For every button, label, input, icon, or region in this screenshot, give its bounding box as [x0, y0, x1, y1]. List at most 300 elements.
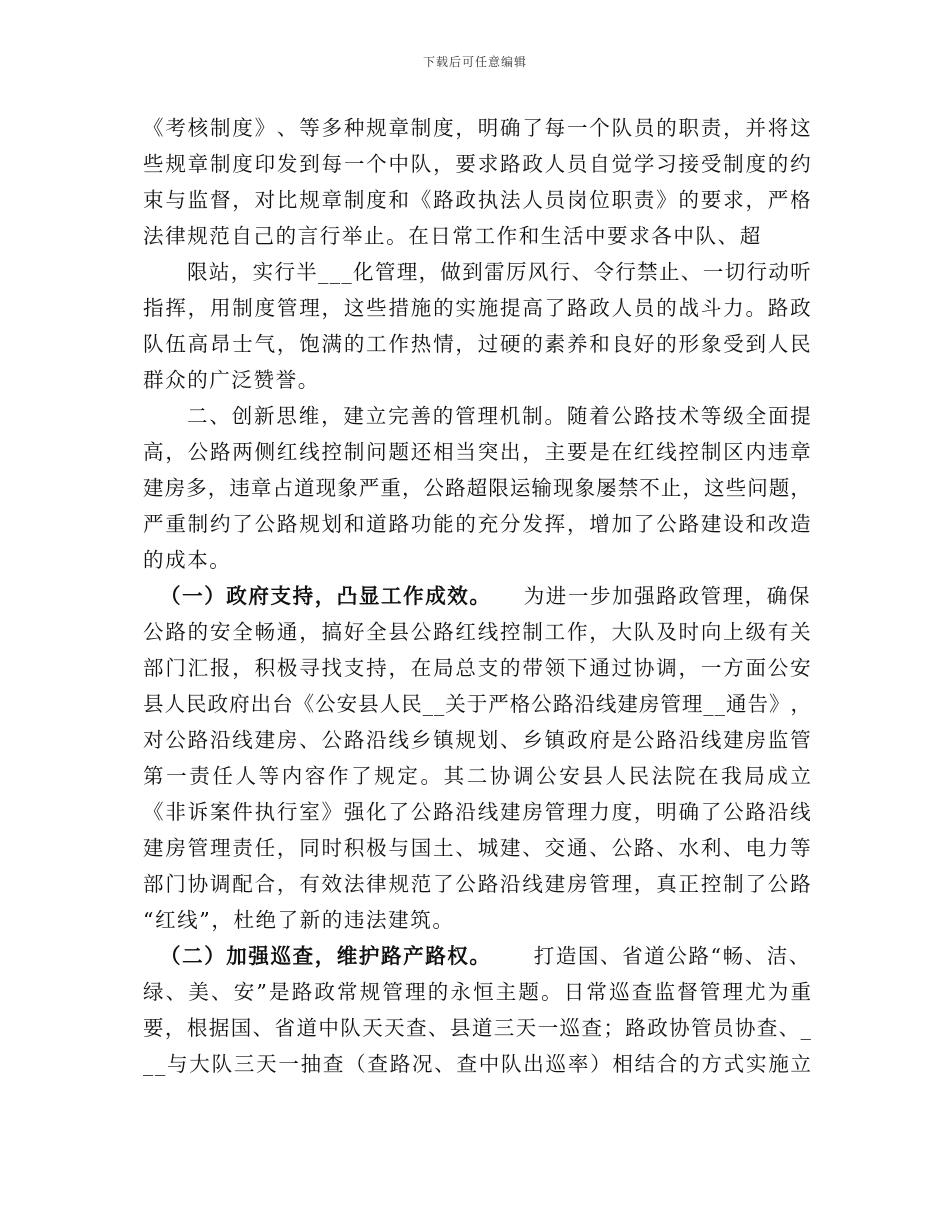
glyph: 分 [500, 512, 521, 536]
glyph: 城 [477, 836, 499, 860]
glyph: 将 [767, 116, 789, 140]
glyph: 建 [544, 872, 566, 896]
glyph: 实 [252, 260, 274, 284]
glyph: 线 [477, 620, 499, 644]
glyph: 政 [207, 692, 229, 716]
glyph: 规 [388, 872, 409, 896]
glyph: _ [800, 1016, 811, 1040]
glyph: 建 [254, 728, 276, 752]
glyph: 红 [455, 620, 476, 644]
glyph: 立 [365, 404, 387, 428]
glyph: 巡 [609, 980, 630, 1004]
glyph: 路 [745, 800, 766, 824]
glyph: 全 [745, 404, 767, 428]
glyph: 队 [410, 152, 432, 176]
glyph: 。 [541, 980, 562, 1004]
glyph: 执 [254, 800, 276, 824]
glyph: 安 [790, 656, 811, 680]
glyph: 永 [450, 980, 471, 1004]
glyph: 行 [274, 260, 295, 284]
glyph: 、 [522, 836, 543, 860]
glyph: 印 [254, 152, 276, 176]
glyph: 力 [723, 296, 744, 320]
glyph: 严 [143, 512, 164, 536]
glyph: 我 [721, 764, 742, 788]
glyph: 。 [420, 764, 441, 788]
glyph: 了 [351, 764, 372, 788]
glyph: 县 [388, 620, 409, 644]
glyph: 屡 [596, 476, 617, 500]
glyph: 公 [423, 476, 445, 500]
glyph: 控 [500, 620, 521, 644]
glyph: ； [603, 1016, 624, 1040]
glyph: 管 [691, 1016, 712, 1040]
glyph: 的 [455, 512, 476, 536]
glyph: 高 [187, 332, 209, 356]
glyph: 县 [449, 1016, 471, 1040]
glyph: 出 [523, 1052, 544, 1076]
glyph: 能 [433, 512, 454, 536]
glyph: 制 [209, 116, 231, 140]
glyph: 度 [611, 800, 633, 824]
glyph: 人 [544, 152, 566, 176]
glyph: 房 [164, 476, 186, 500]
glyph: ， [165, 440, 186, 464]
glyph: 、 [434, 1052, 455, 1076]
glyph: 责 [633, 188, 655, 212]
glyph: 日 [563, 980, 585, 1004]
glyph: 违 [229, 476, 250, 500]
glyph: 道 [294, 476, 315, 500]
glyph: 善 [410, 404, 431, 428]
glyph: 要 [143, 1016, 164, 1040]
glyph: 象 [574, 476, 596, 500]
glyph: 着 [589, 404, 610, 428]
glyph: 动 [768, 260, 789, 284]
glyph: 力 [589, 800, 610, 824]
glyph: 公 [455, 872, 476, 896]
glyph: 些 [143, 152, 164, 176]
glyph: 道 [471, 1016, 493, 1040]
glyph: 大 [189, 1052, 210, 1076]
glyph: 还 [410, 440, 432, 464]
glyph: 督 [677, 980, 698, 1004]
glyph: 协 [489, 764, 511, 788]
glyph: 极 [366, 836, 387, 860]
glyph: 理 [681, 692, 703, 716]
glyph: 要 [455, 152, 476, 176]
glyph: 工 [366, 332, 387, 356]
glyph: 法 [343, 872, 365, 896]
glyph: 听 [790, 260, 811, 284]
glyph: 制 [232, 296, 253, 320]
glyph: 公 [321, 728, 342, 752]
glyph: 个 [589, 116, 610, 140]
glyph: 一 [702, 260, 724, 284]
glyph: 管 [544, 800, 566, 824]
glyph: 到 [745, 332, 766, 356]
glyph: 的 [656, 332, 677, 356]
glyph: 过 [611, 656, 633, 680]
glyph: 式 [723, 1052, 745, 1076]
glyph: 时 [678, 620, 699, 644]
glyph: 利 [700, 836, 722, 860]
glyph: 等 [790, 836, 811, 860]
glyph: 镇 [433, 728, 454, 752]
body-line [143, 186, 811, 214]
glyph: _ [329, 260, 341, 284]
glyph: 士 [232, 332, 253, 356]
glyph: 理 [566, 800, 588, 824]
glyph: 队 [340, 1016, 361, 1040]
glyph: 提 [790, 404, 811, 428]
glyph: 道 [296, 1016, 317, 1040]
glyph: 位 [589, 188, 610, 212]
glyph: ， [230, 260, 252, 284]
glyph: 两 [232, 440, 253, 464]
glyph: 的 [767, 152, 789, 176]
glyph: 路 [477, 872, 499, 896]
glyph: 岗 [566, 188, 588, 212]
glyph: 设 [723, 512, 744, 536]
glyph: 路 [633, 836, 655, 860]
glyph: 实 [745, 1052, 767, 1076]
glyph: _ [143, 1052, 154, 1076]
glyph: 出 [500, 440, 521, 464]
glyph: 公 [611, 404, 633, 428]
glyph: 求 [723, 188, 744, 212]
glyph: 热 [410, 332, 432, 356]
glyph: 关 [445, 692, 466, 716]
glyph: 《 [293, 692, 315, 716]
glyph: 技 [656, 404, 677, 428]
glyph: 线 [477, 800, 499, 824]
glyph: 房 [638, 692, 660, 716]
glyph: 立 [790, 1052, 811, 1076]
glyph: ） [590, 1052, 611, 1076]
glyph: 的 [433, 296, 454, 320]
glyph: 雷 [484, 260, 505, 284]
glyph: 规 [299, 188, 320, 212]
glyph: 镇 [544, 728, 566, 752]
glyph: 对 [254, 188, 276, 212]
glyph: 公 [410, 800, 432, 824]
glyph: 作 [566, 620, 588, 644]
glyph: 确 [500, 116, 521, 140]
glyph: 定 [397, 764, 418, 788]
glyph: 作 [328, 764, 349, 788]
glyph: 、 [427, 1016, 449, 1040]
glyph: 调 [209, 872, 231, 896]
glyph: 路 [790, 872, 811, 896]
glyph: 随 [566, 404, 588, 428]
glyph: 局 [744, 764, 765, 788]
glyph: 沿 [574, 692, 595, 716]
paragraph-first-line [160, 582, 811, 610]
glyph: 制 [723, 152, 744, 176]
glyph: 人 [522, 188, 543, 212]
glyph: 建 [500, 800, 521, 824]
glyph: 情 [433, 332, 454, 356]
body-line [143, 762, 811, 790]
glyph: 率 [567, 1052, 589, 1076]
glyph: 协 [669, 1016, 690, 1040]
glyph: 行 [276, 800, 298, 824]
glyph: 路 [343, 728, 365, 752]
glyph: 规 [374, 764, 395, 788]
glyph: 制 [723, 872, 744, 896]
glyph: 输 [531, 476, 552, 500]
glyph: 绿 [143, 980, 164, 1004]
glyph: ， [418, 260, 440, 284]
glyph: 维 [298, 404, 320, 428]
glyph: 范 [410, 872, 432, 896]
glyph: 协 [187, 872, 209, 896]
glyph: 的 [427, 980, 449, 1004]
glyph: 理 [722, 980, 743, 1004]
glyph: 高 [143, 440, 164, 464]
glyph: 束 [143, 188, 164, 212]
glyph: 行 [549, 260, 571, 284]
glyph: 一 [343, 152, 365, 176]
glyph: 度 [232, 152, 253, 176]
glyph: 和 [343, 512, 365, 536]
glyph: 路 [209, 440, 231, 464]
glyph: 县 [143, 692, 164, 716]
glyph: 发 [522, 512, 543, 536]
glyph: 路 [389, 1052, 411, 1076]
glyph: 畅 [254, 620, 276, 644]
glyph: 督 [209, 188, 231, 212]
glyph: 化 [366, 800, 387, 824]
glyph: 建 [700, 512, 722, 536]
glyph: 规 [366, 116, 387, 140]
glyph: 占 [272, 476, 293, 500]
glyph: 建 [723, 728, 744, 752]
glyph: 的 [678, 188, 699, 212]
glyph: 公 [254, 512, 276, 536]
glyph: 道 [366, 512, 387, 536]
glyph: 民 [186, 692, 207, 716]
glyph: 一 [700, 656, 722, 680]
glyph: 出 [250, 692, 272, 716]
glyph: 提 [500, 296, 521, 320]
glyph: 带 [522, 656, 543, 680]
glyph: 水 [678, 836, 699, 860]
glyph: 格 [790, 188, 811, 212]
glyph: 满 [321, 332, 342, 356]
glyph: 面 [745, 656, 766, 680]
glyph: 公 [143, 620, 164, 644]
glyph: 政 [589, 296, 610, 320]
glyph: 员 [566, 152, 588, 176]
glyph: 门 [165, 872, 186, 896]
glyph: 控 [700, 872, 722, 896]
glyph: 通 [725, 692, 747, 716]
glyph: ， [723, 116, 744, 140]
body-line [143, 150, 811, 178]
glyph: 人 [235, 764, 256, 788]
glyph: 管 [699, 980, 721, 1004]
glyph: 及 [656, 620, 677, 644]
section-line [187, 402, 811, 430]
glyph: 路 [165, 620, 186, 644]
glyph: 全 [366, 620, 387, 644]
glyph: 挥 [165, 296, 186, 320]
glyph: 线 [232, 728, 253, 752]
glyph: 发 [276, 152, 298, 176]
glyph: 止 [660, 476, 682, 500]
glyph: 限 [488, 476, 509, 500]
glyph: 中 [478, 1052, 500, 1076]
glyph: 天 [384, 1016, 405, 1040]
glyph: 制 [522, 620, 543, 644]
glyph: 建 [143, 836, 164, 860]
glyph: 国 [410, 836, 432, 860]
glyph: 现 [315, 476, 337, 500]
glyph: 方 [701, 1052, 722, 1076]
glyph: 同 [299, 836, 320, 860]
glyph: 当 [455, 440, 476, 464]
glyph: 管 [589, 872, 610, 896]
glyph: 和 [589, 332, 610, 356]
glyph: 》 [768, 692, 790, 716]
glyph: 这 [790, 116, 811, 140]
glyph: 合 [254, 872, 276, 896]
glyph: ， [790, 476, 811, 500]
glyph: 《 [410, 188, 432, 212]
glyph: _ [433, 692, 445, 716]
glyph: ， [207, 476, 229, 500]
glyph: 搞 [321, 620, 342, 644]
glyph: 是 [611, 728, 633, 752]
glyph: 责 [189, 764, 210, 788]
glyph: 二 [466, 764, 488, 788]
glyph: 内 [281, 764, 303, 788]
glyph: 受 [700, 152, 722, 176]
glyph: 极 [276, 656, 298, 680]
glyph: 立 [790, 764, 811, 788]
glyph: 级 [745, 620, 766, 644]
glyph: ” [256, 980, 267, 1004]
glyph: 机 [499, 404, 521, 428]
glyph: 职 [611, 188, 633, 212]
glyph: 公 [410, 620, 432, 644]
glyph: 沿 [455, 800, 476, 824]
glyph: _ [318, 260, 329, 284]
glyph: 律 [366, 872, 387, 896]
glyph: 理 [209, 836, 231, 860]
glyph: 查 [322, 1052, 344, 1076]
glyph: 、 [209, 404, 230, 428]
glyph: 限 [187, 260, 208, 284]
glyph: 政 [522, 152, 543, 176]
glyph: 公 [767, 656, 789, 680]
glyph: 养 [566, 332, 588, 356]
glyph: 了 [388, 800, 409, 824]
glyph: 乡 [410, 728, 432, 752]
body-line [143, 690, 811, 718]
glyph: 报 [209, 656, 231, 680]
glyph: 时 [321, 836, 342, 860]
glyph: 理 [477, 404, 498, 428]
glyph: ， [682, 476, 703, 500]
glyph: 监 [654, 980, 675, 1004]
glyph: 房 [165, 836, 186, 860]
glyph: 向 [700, 620, 722, 644]
glyph: 一 [166, 764, 187, 788]
glyph: 线 [299, 440, 320, 464]
glyph: 在 [611, 440, 633, 464]
glyph: 路 [678, 512, 699, 536]
glyph: 度 [745, 152, 766, 176]
paragraph-first-line [160, 942, 811, 970]
glyph: 方 [723, 656, 744, 680]
glyph: 》 [656, 188, 677, 212]
glyph: 求 [477, 152, 499, 176]
glyph: 况 [411, 1052, 433, 1076]
glyph: 中 [318, 1016, 339, 1040]
glyph: 天 [362, 1016, 383, 1040]
glyph: 法 [500, 188, 521, 212]
glyph: 明 [656, 800, 677, 824]
glyph: 路 [656, 728, 677, 752]
glyph: 术 [678, 404, 700, 428]
glyph: 多 [186, 476, 207, 500]
glyph: 人 [164, 692, 186, 716]
body-line [143, 726, 811, 754]
body-line [143, 294, 811, 322]
glyph: 管 [790, 728, 811, 752]
body-line [143, 474, 811, 502]
glyph: 管 [276, 296, 298, 320]
body-line [187, 258, 811, 286]
glyph: 通 [276, 620, 298, 644]
glyph: 挥 [544, 512, 566, 536]
glyph: 力 [767, 836, 789, 860]
glyph: 题 [768, 476, 790, 500]
glyph: 功 [410, 512, 432, 536]
glyph: 、 [723, 836, 744, 860]
glyph: 通 [566, 836, 588, 860]
glyph: 路 [291, 980, 313, 1004]
glyph: 员 [633, 116, 655, 140]
glyph: 三 [233, 1052, 255, 1076]
body-line: “红线”，杜绝了新的违法建筑。 [143, 908, 455, 932]
glyph: 大 [611, 620, 633, 644]
glyph: 度 [232, 116, 253, 140]
glyph: 施 [410, 296, 432, 320]
glyph: 昂 [209, 332, 231, 356]
glyph: 了 [700, 800, 722, 824]
glyph: 上 [723, 620, 744, 644]
page-header: 下载后可任意编辑 [422, 55, 527, 69]
glyph: 一 [566, 116, 588, 140]
glyph: 制 [209, 152, 231, 176]
body-line [143, 834, 811, 862]
glyph: 、 [299, 728, 320, 752]
glyph: 门 [165, 656, 186, 680]
glyph: 乡 [522, 728, 543, 752]
glyph: 象 [700, 332, 722, 356]
glyph: 线 [388, 728, 409, 752]
glyph: 在 [410, 656, 432, 680]
glyph: 正 [678, 872, 699, 896]
glyph: 安 [559, 764, 580, 788]
glyph: 主 [544, 440, 566, 464]
glyph: 种 [343, 116, 365, 140]
glyph: 比 [276, 188, 298, 212]
